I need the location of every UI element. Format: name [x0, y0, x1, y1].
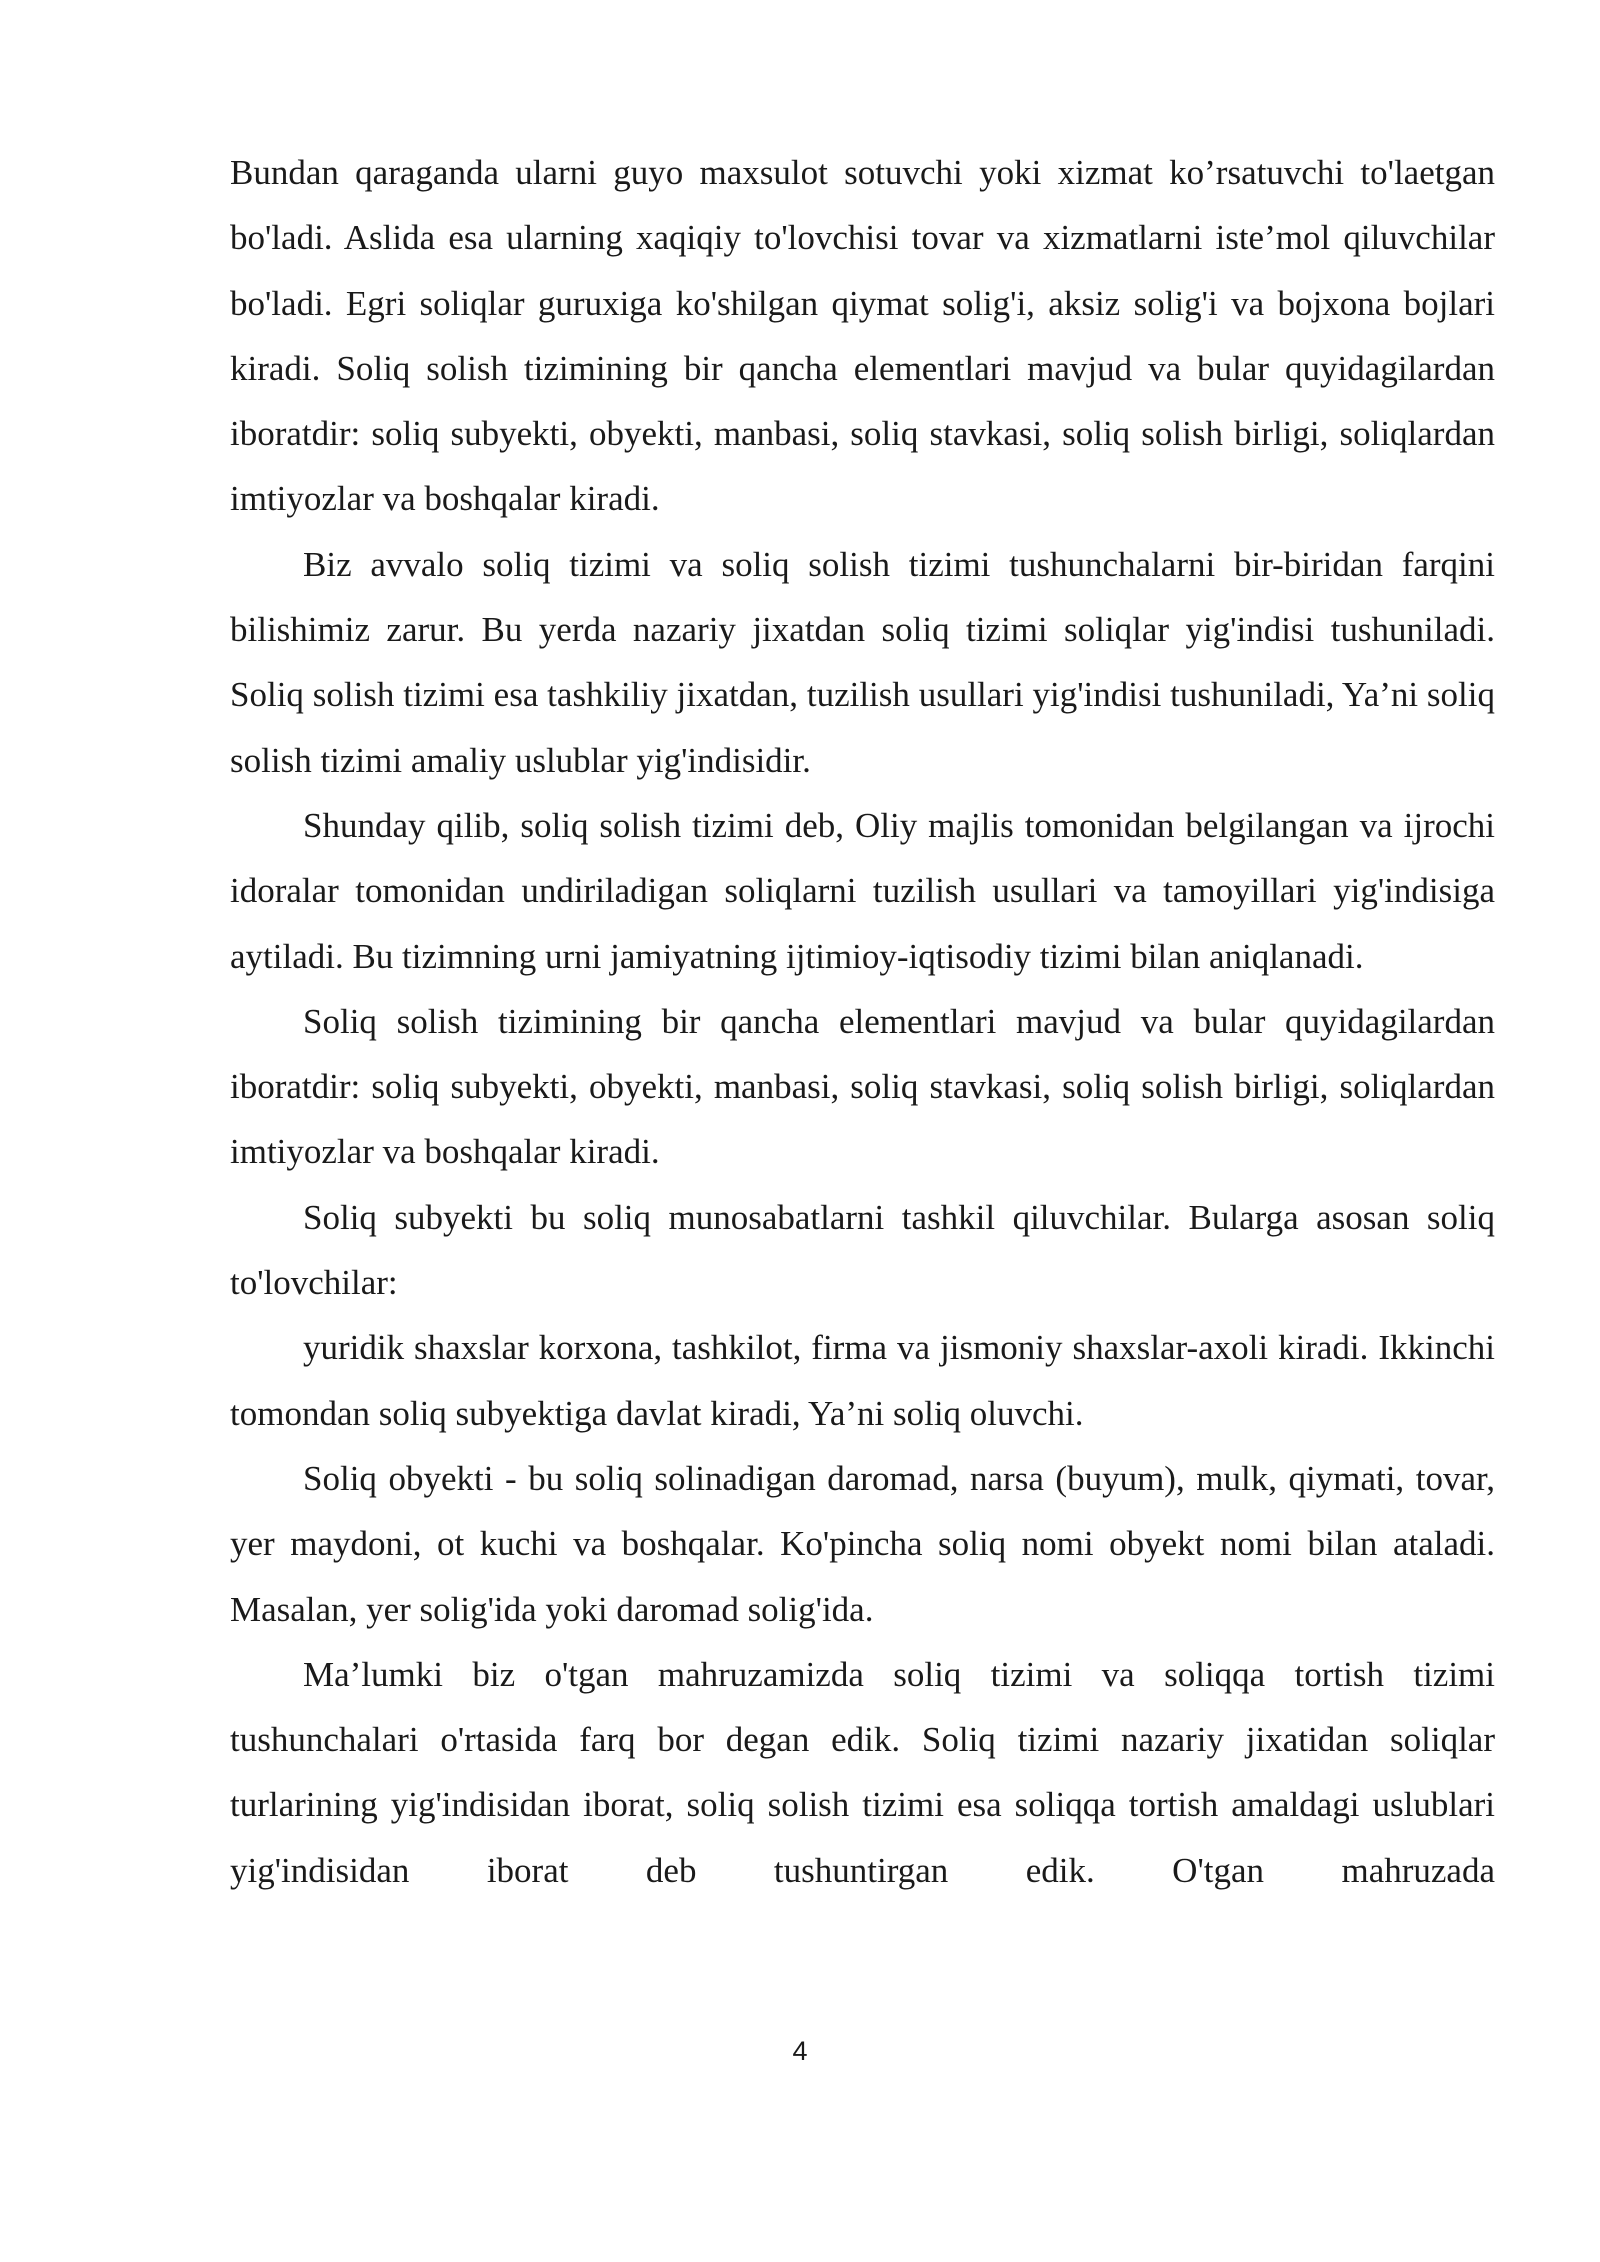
paragraph-5: Soliq subyekti bu soliq munosabatlarni tashkil qiluvchilar. Bularga asosan soliq to'lovchilar: [230, 1197, 1495, 1303]
paragraph-8: Ma’lumki biz o'tgan mahruzamizda soliq tizimi va soliqqa tortish tizimi tushunchalari o'rtasida farq bor degan edik. Soliq tizimi nazariy jixatidan soliqlar turlarining yig'indisidan iborat, soliq solish tizimi esa soliqqa tortish amaldagi uslublari yig'indisidan iborat deb tushuntirgan edik. O'tgan mahruzada [230, 1654, 1495, 1890]
page-number: 4 [792, 2036, 808, 2066]
paragraph-3: Shunday qilib, soliq solish tizimi deb, Oliy majlis tomonidan belgilangan va ijrochi idoralar tomonidan undiriladigan soliqlarni tuzilish usullari va tamoyillari yig'indisiga aytiladi. Bu tizimning urni jamiyatning ijtimioy-iqtisodiy tizimi bilan aniqlanadi. [230, 805, 1495, 976]
paragraph-1: Bundan qaraganda ularni guyo maxsulot sotuvchi yoki xizmat ko’rsatuvchi to'laetgan bo'ladi. Aslida esa ularning xaqiqiy to'lovchisi tovar va xizmatlarni iste’mol qiluvchilar bo'ladi. Egri soliqlar guruxiga ko'shilgan qiymat solig'i, aksiz solig'i va bojxona bojlari kiradi. Soliq solish tizimining bir qancha elementlari mavjud va bular quyidagilardan iboratdir: soliq subyekti, obyekti, manbasi, soliq stavkasi, soliq solish birligi, soliqlardan imtiyozlar va boshqalar kiradi. [230, 153, 1495, 519]
paragraph-7: Soliq obyekti - bu soliq solinadigan daromad, narsa (buyum), mulk, qiymati, tovar, yer maydoni, ot kuchi va boshqalar. Ko'pincha soliq nomi obyekt nomi bilan ataladi. Masalan, yer solig'ida yoki daromad solig'ida. [230, 1458, 1495, 1629]
paragraph-4: Soliq solish tizimining bir qancha elementlari mavjud va bular quyidagilardan iboratdir: soliq subyekti, obyekti, manbasi, soliq stavkasi, soliq solish birligi, soliqlardan imtiyozlar va boshqalar kiradi. [230, 1001, 1495, 1172]
body-text [230, 140, 1495, 1903]
paragraph-6: yuridik shaxslar korxona, tashkilot, firma va jismoniy shaxslar-axoli kiradi. Ikkinchi tomondan soliq subyektiga davlat kiradi, Ya’ni soliq oluvchi. [230, 1328, 1495, 1433]
paragraph-2: Biz avvalo soliq tizimi va soliq solish tizimi tushunchalarni bir-biridan farqini bilishimiz zarur. Bu yerda nazariy jixatdan soliq tizimi soliqlar yig'indisi tushuniladi. Soliq solish tizimi esa tashkiliy jixatdan, tuzilish usullari yig'indisi tushuniladi, Ya’ni soliq solish tizimi amaliy uslublar yig'indisidir. [230, 544, 1495, 780]
